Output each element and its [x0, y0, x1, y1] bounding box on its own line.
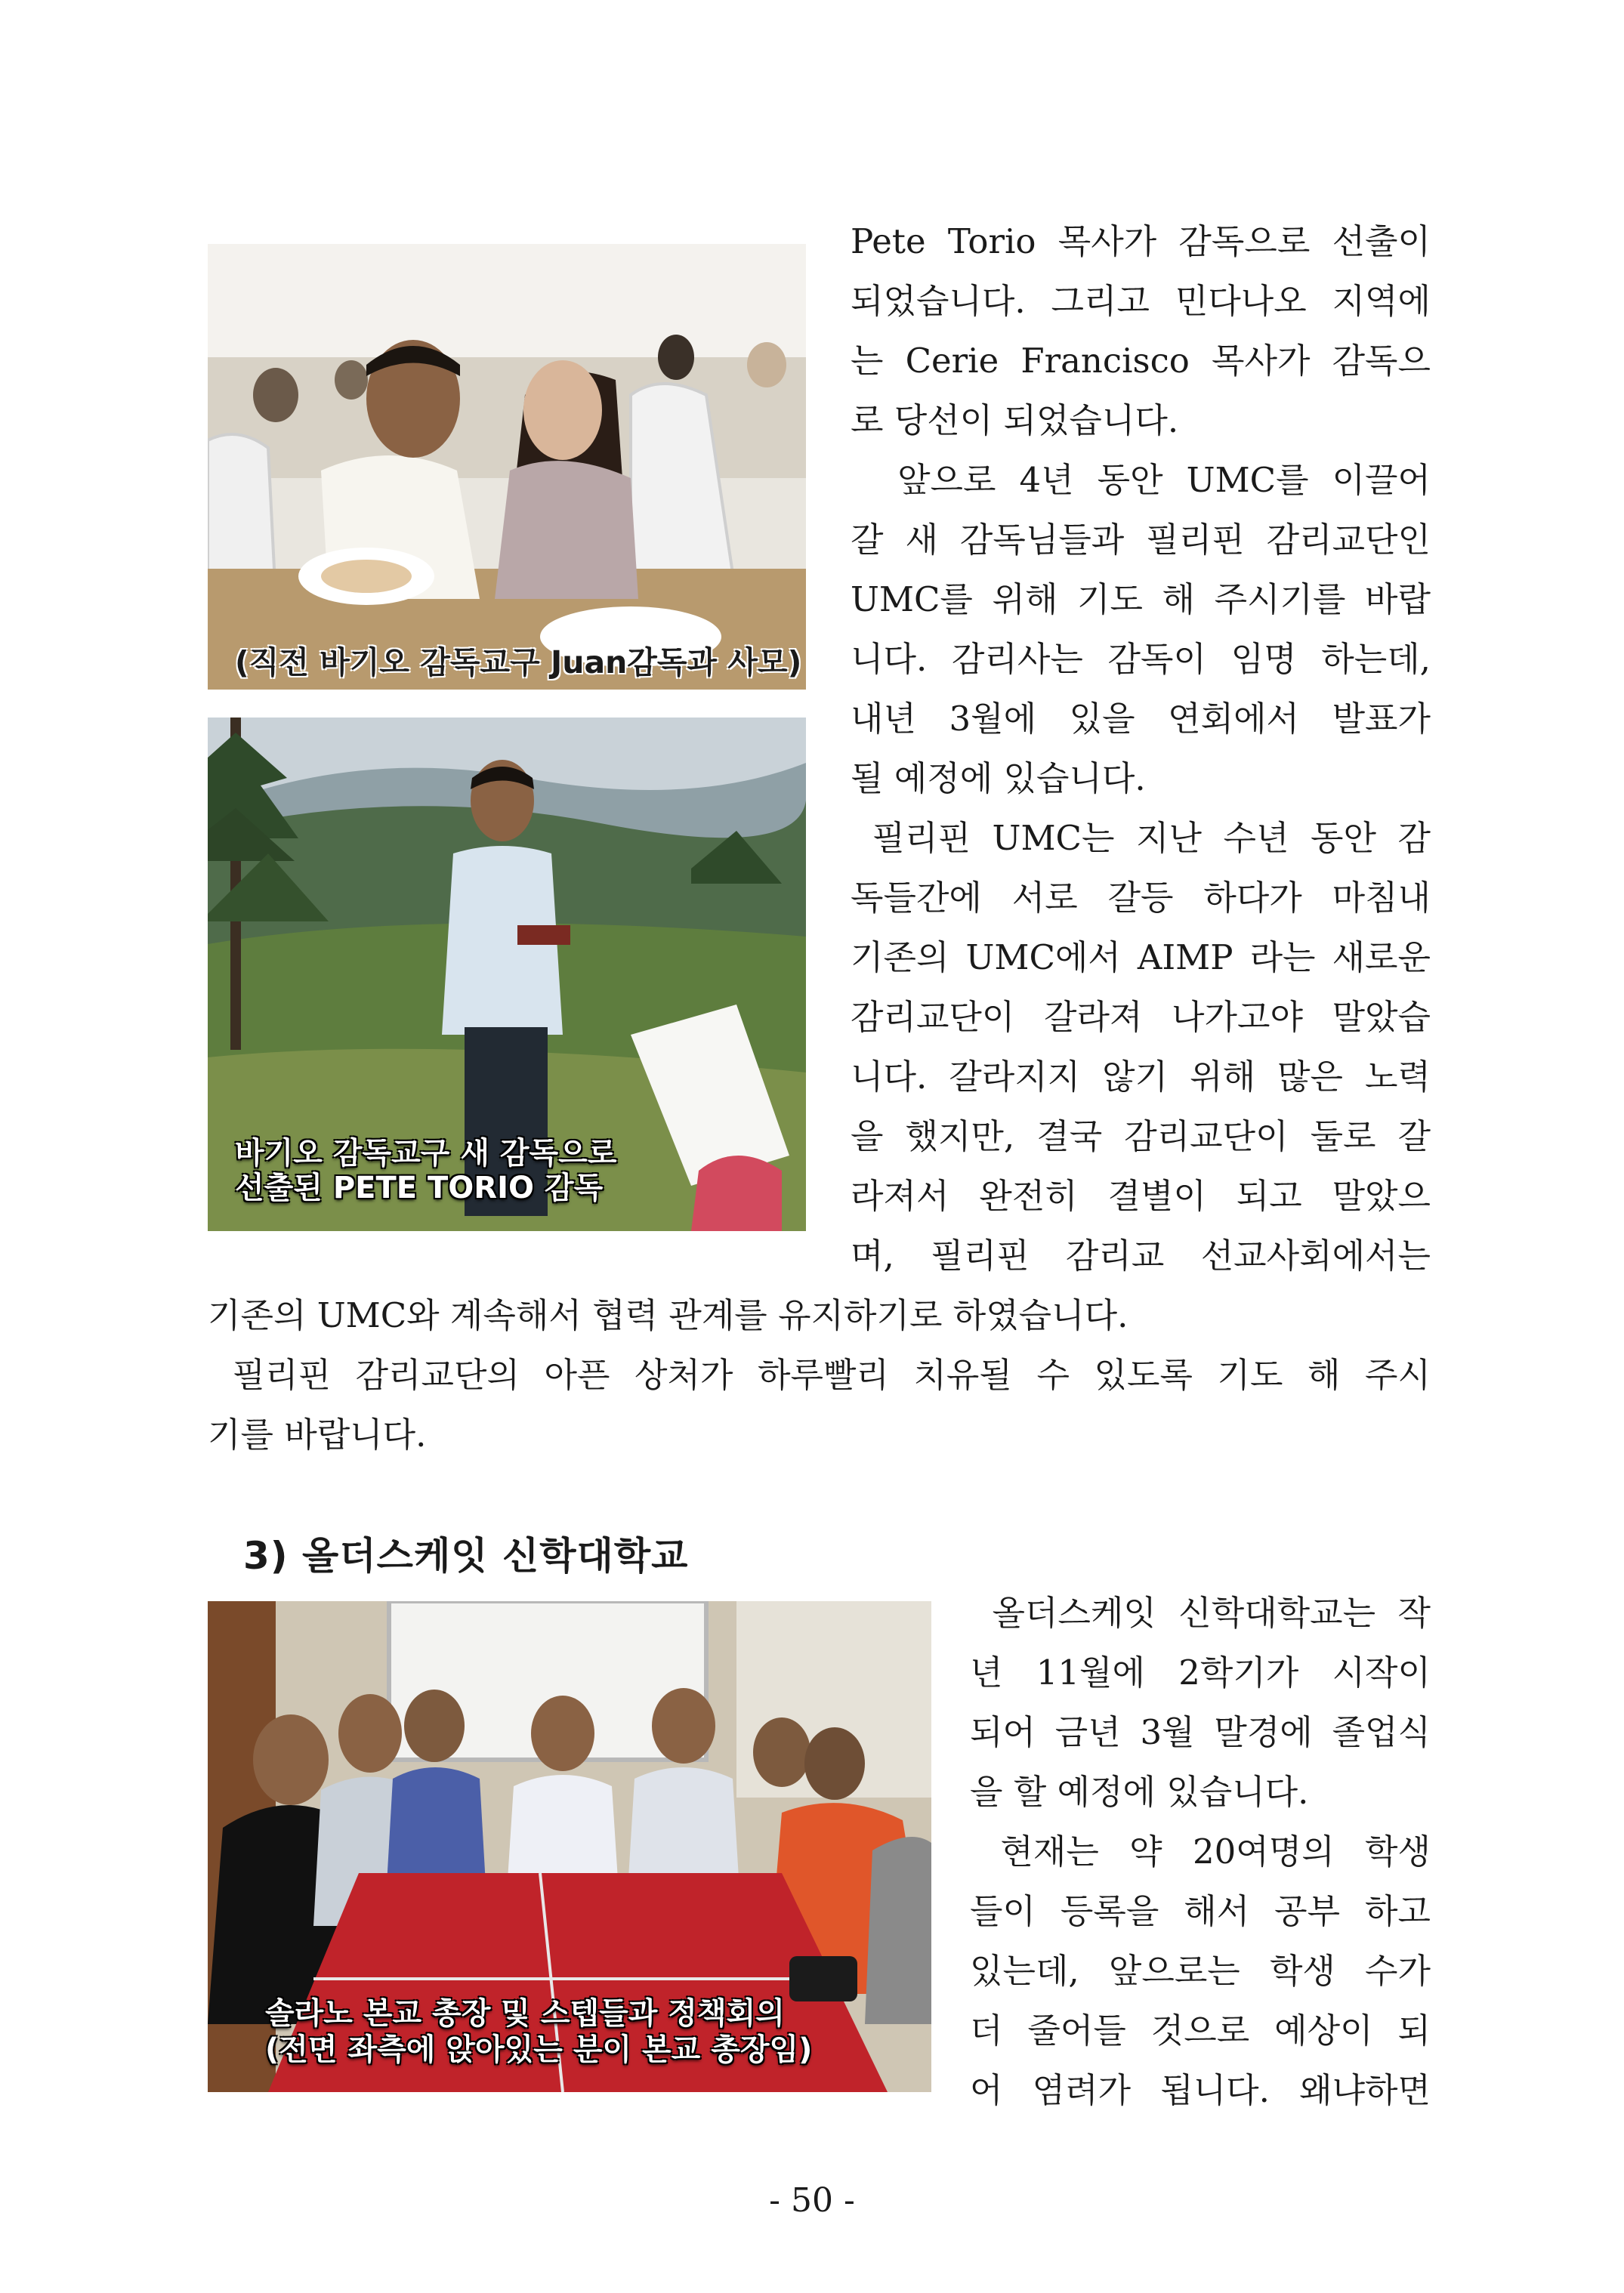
body-line: 있는데, 앞으로는 학생 수가	[970, 1951, 1431, 1991]
body-line: 필리핀 감리교단의 아픈 상처가 하루빨리 치유될 수 있도록 기도 해 주시	[208, 1355, 1431, 1395]
photo-bishop-juan-and-wife	[208, 244, 806, 690]
body-line: UMC를 위해 기도 해 주시기를 바랍	[851, 579, 1431, 619]
body-line: 니다. 감리사는 감독이 임명 하는데,	[851, 639, 1431, 679]
body-line: 앞으로 4년 동안 UMC를 이끌어	[851, 460, 1431, 500]
body-line: 독들간에 서로 갈등 하다가 마침내	[851, 878, 1431, 918]
body-line: 내년 3월에 있을 연회에서 발표가	[851, 699, 1431, 739]
photo3-caption-line2: (전면 좌측에 앉아있는 분이 본교 총장임)	[265, 2032, 813, 2067]
body-line: 니다. 갈라지지 않기 위해 많은 노력	[851, 1057, 1431, 1097]
body-line: 을 했지만, 결국 감리교단이 둘로 갈	[851, 1116, 1431, 1156]
body-line: 되었습니다. 그리고 민다나오 지역에	[851, 281, 1431, 321]
body-line: 어 염려가 됩니다. 왜냐하면	[970, 2070, 1431, 2110]
body-line: Pete Torio 목사가 감독으로 선출이	[851, 221, 1431, 261]
body-line: 을 할 예정에 있습니다.	[970, 1772, 1309, 1812]
photo1-image	[208, 244, 806, 690]
body-line: 감리교단이 갈라져 나가고야 말았습	[851, 997, 1431, 1037]
body-line: 기존의 UMC와 계속해서 협력 관계를 유지하기로 하였습니다.	[208, 1295, 1128, 1335]
page-number: - 50 -	[769, 2181, 855, 2220]
body-line: 올더스케잇 신학대학교는 작	[970, 1593, 1431, 1633]
body-line: 로 당선이 되었습니다.	[851, 400, 1179, 440]
photo1-caption: (직전 바기오 감독교구 Juan감독과 사모)	[235, 644, 802, 680]
photo2-caption-line2: 선출된 PETE TORIO 감독	[235, 1171, 604, 1205]
body-line: 년 11월에 2학기가 시작이	[970, 1653, 1431, 1693]
photo-policy-meeting	[208, 1601, 931, 2092]
photo2-caption-line1: 바기오 감독교구 새 감독으로	[235, 1136, 617, 1171]
body-line: 기존의 UMC에서 AIMP 라는 새로운	[851, 937, 1431, 977]
body-line: 는 Cerie Francisco 목사가 감독으	[851, 341, 1431, 381]
photo-bishop-pete-torio	[208, 718, 806, 1231]
photo3-caption-line1: 솔라노 본교 총장 및 스텝들과 정책회의	[265, 1996, 785, 2031]
body-line: 되어 금년 3월 말경에 졸업식	[970, 1712, 1431, 1752]
body-line: 며, 필리핀 감리교 선교사회에서는	[851, 1236, 1431, 1276]
body-line: 들이 등록을 해서 공부 하고	[970, 1891, 1431, 1931]
body-line: 될 예정에 있습니다.	[851, 758, 1146, 798]
body-line: 기를 바랍니다.	[208, 1415, 427, 1455]
body-line: 라져서 완전히 결별이 되고 말았으	[851, 1176, 1431, 1216]
body-line: 더 줄어들 것으로 예상이 되	[970, 2011, 1431, 2051]
body-line: 현재는 약 20여명의 학생	[970, 1832, 1431, 1872]
section-title: 3) 올더스케잇 신학대학교	[243, 1534, 689, 1578]
body-line: 갈 새 감독님들과 필리핀 감리교단인	[851, 520, 1431, 560]
body-line: 필리핀 UMC는 지난 수년 동안 감	[851, 818, 1431, 858]
